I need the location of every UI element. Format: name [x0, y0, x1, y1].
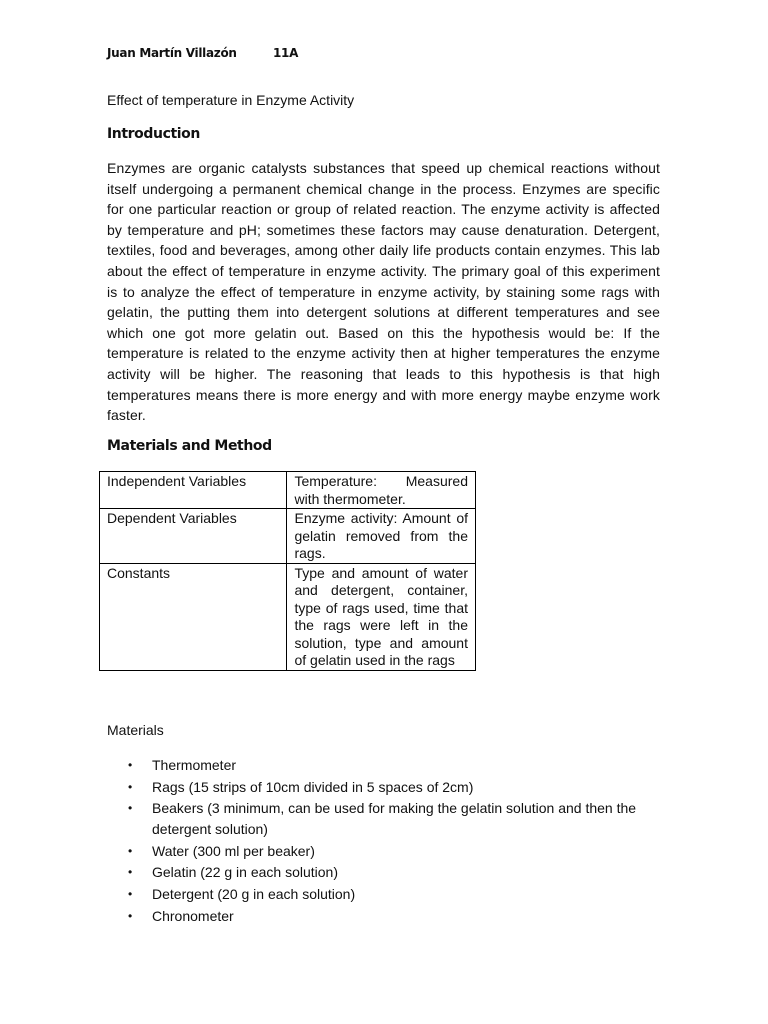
author-name: Juan Martín Villazón [107, 46, 237, 60]
materials-list [107, 755, 660, 927]
document-title: Effect of temperature in Enzyme Activity [107, 92, 355, 108]
materials-and-method-heading: Materials and Method [107, 438, 272, 454]
list-item-text: Gelatin (22 g in each solution) [152, 864, 338, 881]
document-header [107, 46, 299, 60]
table-cell-value: Temperature: Measured with thermometer. [287, 472, 476, 509]
bullet-icon: • [128, 843, 133, 858]
list-item-text: Rags (15 strips of 10cm divided in 5 spaces of 2cm) [152, 778, 474, 795]
list-item [107, 884, 660, 905]
table-row [100, 563, 476, 670]
list-item [107, 777, 660, 798]
table-row [100, 509, 476, 564]
list-item [107, 906, 660, 927]
list-item [107, 798, 660, 840]
list-item-text: Detergent (20 g in each solution) [152, 885, 356, 902]
list-item [107, 841, 660, 862]
list-item-text: Chronometer [152, 907, 234, 924]
introduction-paragraph: Enzymes are organic catalysts substances that speed up chemical reactions without itself undergoing a permanent chemical change in the process. Enzymes are specific for one particular reaction or group of related reaction. The enzyme activity is affected by temperature and pH; sometimes these factors may cause denaturation. Detergent, textiles, food and beverages, among other daily life products contain enzymes. This lab about the effect of temperature in enzyme activity. The primary goal of this experiment is to analyze the effect of temperature in enzyme activity, by staining some rags with gelatin, the putting them into detergent solutions at different temperatures and see which one got more gelatin out. Based on this the hypothesis would be: If the temperature is related to the enzyme activity then at higher temperatures the enzyme activity will be higher. The reasoning that leads to this hypothesis is that high temperatures means there is more energy and with more energy maybe enzyme work faster. [107, 160, 660, 424]
bullet-icon: • [128, 865, 133, 880]
list-item-text: Beakers (3 minimum, can be used for making the gelatin solution and then the detergent solution) [152, 800, 637, 838]
table-row [100, 472, 476, 509]
materials-label: Materials [107, 722, 164, 738]
bullet-icon: • [128, 801, 133, 816]
list-item-text: Water (300 ml per beaker) [152, 842, 315, 859]
table-cell-label: Independent Variables [100, 472, 287, 509]
table-cell-label: Constants [100, 563, 287, 670]
list-item [107, 862, 660, 883]
table-cell-value: Type and amount of water and detergent, container, type of rags used, time that the rags were left in the solution, type and amount of gelatin used in the rags [287, 563, 476, 670]
bullet-icon: • [128, 779, 133, 794]
variables-table [99, 471, 476, 671]
bullet-icon: • [128, 758, 133, 772]
table-cell-label: Dependent Variables [100, 509, 287, 564]
bullet-icon: • [128, 886, 133, 901]
bullet-icon: • [128, 908, 133, 923]
grade-label: 11A [273, 46, 299, 60]
introduction-heading: Introduction [107, 126, 200, 142]
table-cell-value: Enzyme activity: Amount of gelatin removed from the rags. [287, 509, 476, 564]
list-item-text: Thermometer [152, 757, 237, 773]
list-item [107, 755, 660, 776]
